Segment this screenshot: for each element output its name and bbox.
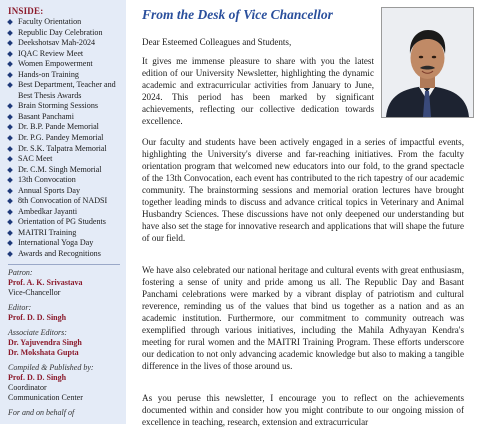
contents-item[interactable]: Orientation of PG Students (4, 217, 124, 228)
diamond-bullet-icon (7, 51, 13, 57)
patron-label: Patron: (8, 267, 33, 277)
sidebar-divider (8, 264, 120, 265)
patron-role: Vice-Chancellor (8, 287, 61, 297)
contents-item[interactable]: Deekshotsav Mah-2024 (4, 38, 124, 49)
diamond-bullet-icon (7, 167, 13, 173)
contents-item[interactable]: Brain Storming Sessions (4, 101, 124, 112)
paragraph: As you peruse this newsletter, I encourage you to reflect on the achievements documented within and consider how you might contribute to our ongoing mission of excellence in teaching, research, extension and extracurricular (142, 393, 464, 427)
contents-item[interactable]: Hands-on Training (4, 70, 124, 81)
diamond-bullet-icon (7, 230, 13, 236)
associate-editors-block (4, 328, 124, 358)
sidebar-contents (0, 0, 126, 424)
contents-item[interactable]: SAC Meet (4, 154, 124, 165)
diamond-bullet-icon (7, 114, 13, 120)
diamond-bullet-icon (7, 125, 13, 131)
patron-block (4, 268, 124, 298)
associate-editors-label: Associate Editors: (8, 327, 67, 337)
diamond-bullet-icon (7, 30, 13, 36)
diamond-bullet-icon (7, 82, 13, 88)
diamond-bullet-icon (7, 209, 13, 215)
associate-editor-name: Dr. Yajuvendra Singh (8, 337, 82, 347)
paragraph: It gives me immense pleasure to share with you the latest edition of our University Newsletter, highlighting the dynamic academic and extracurricular activities from January to June, 2024. This period has been marked by significant achievements, reflecting our collective dedication towards excellence. (142, 56, 374, 126)
diamond-bullet-icon (7, 61, 13, 67)
contents-item[interactable]: Dr. S.K. Talpatra Memorial (4, 144, 124, 155)
diamond-bullet-icon (7, 104, 13, 110)
contents-item[interactable]: Basant Panchami (4, 112, 124, 123)
contents-item[interactable]: MAITRI Training (4, 228, 124, 239)
diamond-bullet-icon (7, 251, 13, 257)
contents-item[interactable]: Ambedkar Jayanti (4, 207, 124, 218)
patron-name: Prof. A. K. Srivastava (8, 277, 83, 287)
diamond-bullet-icon (7, 198, 13, 204)
contents-item[interactable]: Women Empowerment (4, 59, 124, 70)
diamond-bullet-icon (7, 72, 13, 78)
editor-name: Prof. D. D. Singh (8, 312, 67, 322)
compiled-label: Compiled & Published by: (8, 362, 94, 372)
diamond-bullet-icon (7, 156, 13, 162)
inside-heading: INSIDE: (8, 6, 44, 16)
contents-item[interactable]: Annual Sports Day (4, 186, 124, 197)
diamond-bullet-icon (7, 220, 13, 226)
compiled-name: Prof. D. D. Singh (8, 372, 67, 382)
contents-item[interactable]: IQAC Review Meet (4, 49, 124, 60)
diamond-bullet-icon (7, 241, 13, 247)
vice-chancellor-photo (381, 7, 474, 118)
behalf-block (4, 408, 124, 418)
compiled-role: Coordinator (8, 382, 47, 392)
contents-item[interactable]: Awards and Recognitions (4, 249, 124, 260)
contents-item[interactable]: Best Department, Teacher and Best Thesis Awards (4, 80, 124, 101)
contents-item[interactable]: 13th Convocation (4, 175, 124, 186)
behalf-label: For and on behalf of (8, 407, 75, 417)
associate-editor-name: Dr. Mokshata Gupta (8, 347, 79, 357)
contents-item[interactable]: Dr. P.G. Pandey Memorial (4, 133, 124, 144)
diamond-bullet-icon (7, 177, 13, 183)
article-title: From the Desk of Vice Chancellor (142, 7, 333, 22)
compiled-role: Communication Center (8, 392, 83, 402)
portrait-image (382, 8, 473, 117)
contents-item[interactable]: Dr. C.M. Singh Memorial (4, 165, 124, 176)
contents-list (4, 17, 124, 260)
contents-item[interactable]: Faculty Orientation (4, 17, 124, 28)
diamond-bullet-icon (7, 40, 13, 46)
contents-item[interactable]: International Yoga Day (4, 238, 124, 249)
contents-item[interactable]: Republic Day Celebration (4, 28, 124, 39)
diamond-bullet-icon (7, 188, 13, 194)
compiled-block (4, 363, 124, 403)
paragraph: We have also celebrated our national heritage and cultural events with great enthusiasm, fostering a sense of unity and pride among us all. The Republic Day and Basant Panchami celebrations were marked by a vibrant display of patriotism and cultural reverence, reminding us of the values that bind us together as a nation and as an academic institution. Furthermore, our commitment to community outreach was exemplified through various initiatives, including the Mahila Adhyayan Kendra's meeting for rural women and the MAITRI Training Program. These efforts underscore our dedication to not only advancing academic knowledge but also to making a tangible difference in the lives of those around us. (142, 265, 464, 371)
contents-item[interactable]: Dr. B.P. Pande Memorial (4, 122, 124, 133)
paragraph: Our faculty and students have been actively engaged in a series of impactful events, highlighting the University's diverse and far-reaching initiatives. From the faculty orientation program that welcomed new educators into our fold, to the grand spectacle of the 13th Convocation, each event has contributed to the rich tapestry of our academic community. The brainstorming sessions and memorial oration lectures have brought together leading minds to discuss and advance critical topics in Veterinary and Animal Husbandry Sciences. These discussions have not only deepened our understanding but have also set the stage for innovative research and applications that will shape the future of our field. (142, 137, 464, 243)
editor-block (4, 303, 124, 323)
diamond-bullet-icon (7, 146, 13, 152)
diamond-bullet-icon (7, 19, 13, 25)
contents-item[interactable]: 8th Convocation of NADSI (4, 196, 124, 207)
greeting: Dear Esteemed Colleagues and Students, (142, 37, 292, 47)
editor-label: Editor: (8, 302, 32, 312)
diamond-bullet-icon (7, 135, 13, 141)
